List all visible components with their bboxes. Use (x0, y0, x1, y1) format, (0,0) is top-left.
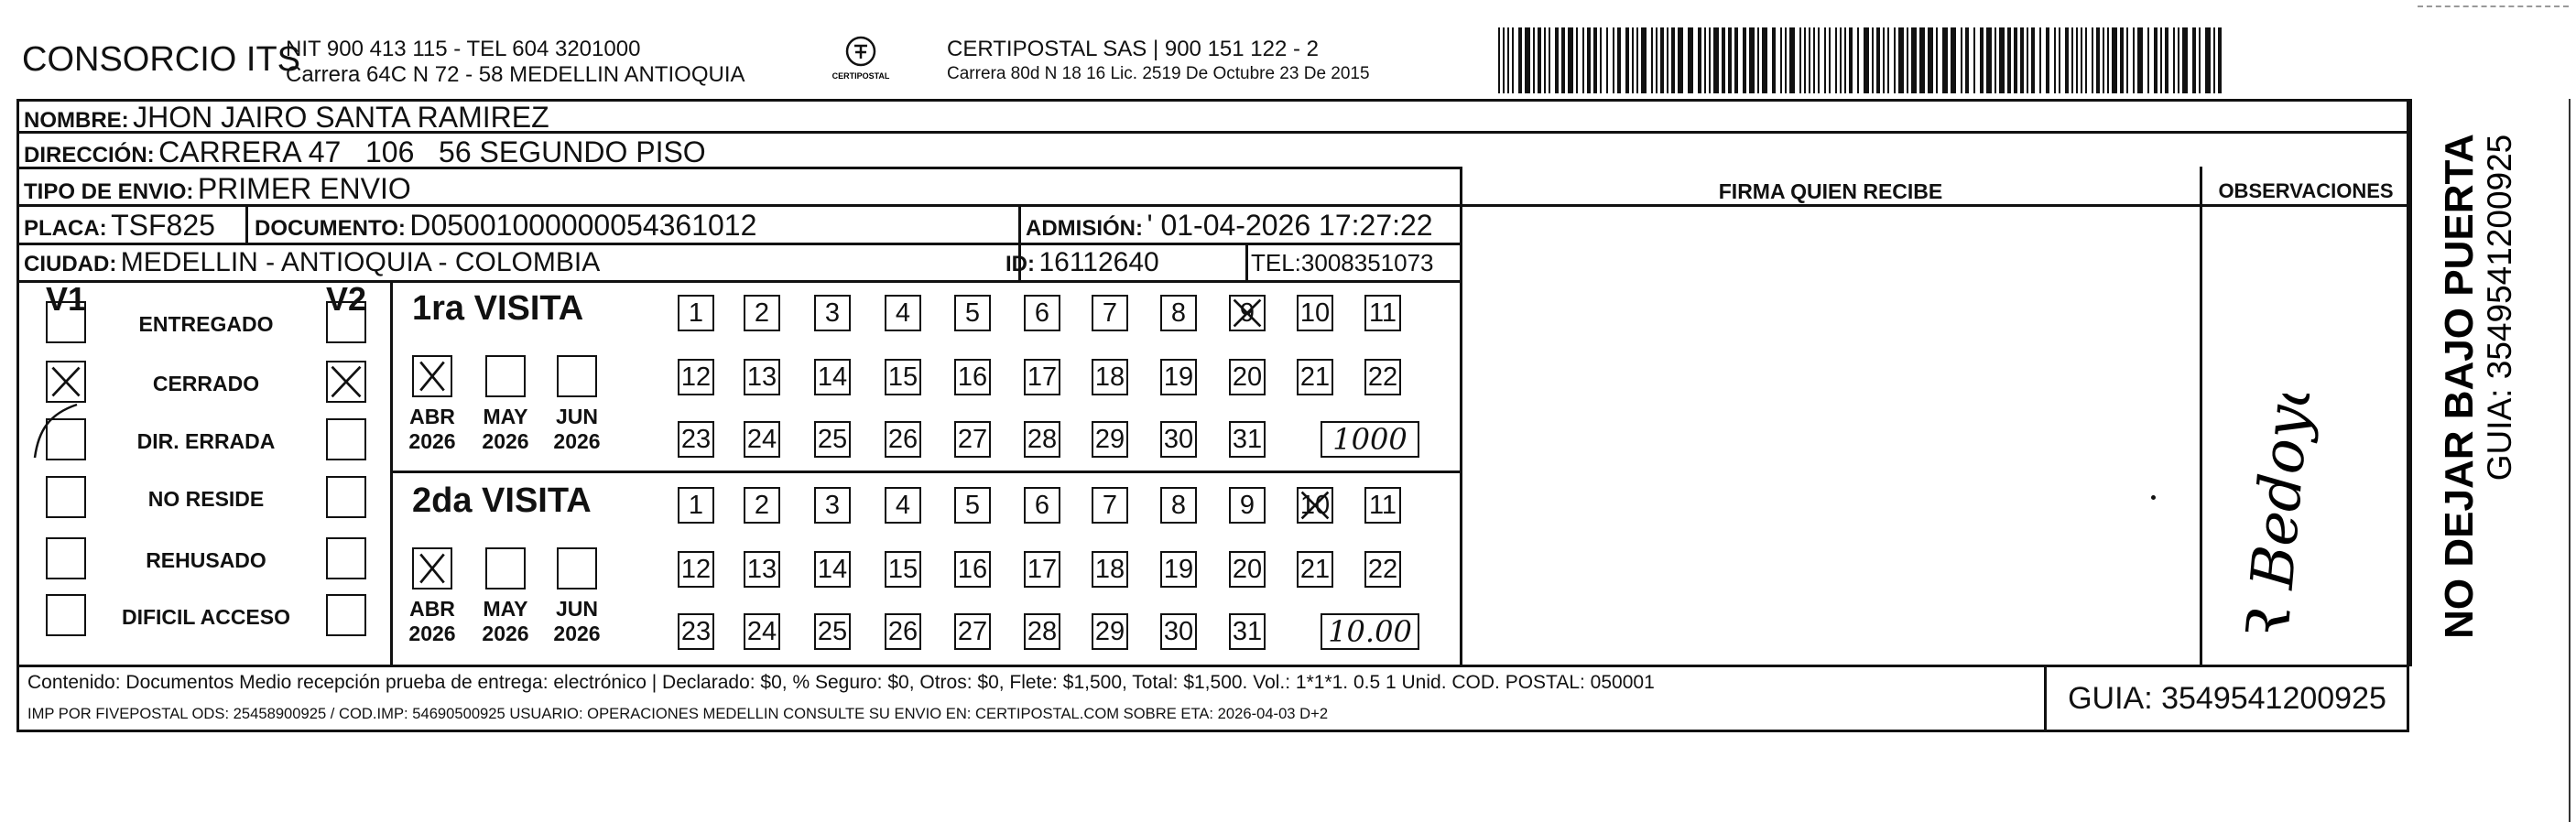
carrier-address: Carrera 80d N 18 16 Lic. 2519 De Octubre 23 De 2015 (947, 64, 1370, 83)
company-address: Carrera 64C N 72 - 58 MEDELLIN ANTIOQUIA (286, 62, 745, 87)
nombre-row (24, 101, 549, 135)
v1-label: V1 (46, 280, 87, 318)
month-label (474, 597, 537, 646)
admision-value: ' 01-04-2026 17:27:22 (1147, 209, 1433, 242)
visits-middle-divider (390, 470, 1462, 473)
day-box[interactable]: 26 (885, 421, 921, 458)
day-box[interactable]: 11 (1364, 295, 1401, 331)
certipostal-logo (829, 31, 893, 92)
v2-checkbox[interactable] (326, 418, 366, 460)
direccion-value: CARRERA 47 106 56 SEGUNDO PISO (158, 135, 706, 168)
v2-label: V2 (326, 280, 367, 318)
month-label (546, 597, 608, 646)
signature (2234, 394, 2381, 632)
v1-checkbox[interactable] (46, 476, 86, 518)
day-box[interactable]: 8 (1160, 487, 1197, 524)
v1-checkbox[interactable] (46, 301, 86, 343)
day-box[interactable]: 1 (678, 295, 714, 331)
day-box[interactable]: 10 (1297, 487, 1333, 524)
day-box[interactable]: 30 (1160, 613, 1197, 650)
tel-value: 3008351073 (1300, 249, 1434, 276)
day-box[interactable]: 18 (1092, 359, 1128, 395)
day-box[interactable]: 10 (1297, 295, 1333, 331)
day-box[interactable]: 31 (1229, 613, 1266, 650)
day-box[interactable]: 16 (954, 551, 991, 588)
nombre-value: JHON JAIRO SANTA RAMIREZ (133, 101, 549, 134)
status-label: REHUSADO (146, 548, 266, 572)
day-box[interactable]: 5 (954, 295, 991, 331)
day-box[interactable]: 3 (814, 295, 851, 331)
day-box[interactable]: 7 (1092, 295, 1128, 331)
v2-checkbox[interactable] (326, 594, 366, 636)
side-line1: NO DEJAR BAJO PUERTA (2437, 134, 2482, 639)
day-box[interactable]: 22 (1364, 551, 1401, 588)
day-box[interactable]: 26 (885, 613, 921, 650)
tipo-row (24, 172, 411, 206)
day-box[interactable]: 22 (1364, 359, 1401, 395)
observ-left-divider (2200, 167, 2202, 666)
direccion-row (24, 135, 706, 169)
day-box[interactable]: 15 (885, 359, 921, 395)
month-year: 2026 (408, 622, 456, 645)
month-year: 2026 (553, 622, 601, 645)
month-name: MAY (483, 405, 528, 428)
placa-label: PLACA: (24, 216, 107, 241)
day-box[interactable]: 1 (678, 487, 714, 524)
day-box[interactable]: 9 (1229, 487, 1266, 524)
day-box[interactable]: 13 (744, 551, 780, 588)
observaciones-header: OBSERVACIONES (2218, 179, 2394, 202)
time-box[interactable]: 1000 (1321, 421, 1419, 458)
firma-header: FIRMA QUIEN RECIBE (1718, 179, 1943, 203)
day-box[interactable]: 25 (814, 613, 851, 650)
day-box[interactable]: 15 (885, 551, 921, 588)
day-box[interactable]: 20 (1229, 359, 1266, 395)
day-box[interactable]: 18 (1092, 551, 1128, 588)
visit-title: 2da VISITA (412, 481, 592, 520)
month-name: ABR (409, 597, 455, 621)
day-box[interactable]: 6 (1024, 295, 1060, 331)
day-box[interactable]: 23 (678, 421, 714, 458)
month-year: 2026 (553, 429, 601, 453)
month-name: JUN (555, 597, 598, 621)
documento-value: D05001000000054361012 (409, 209, 757, 242)
day-box[interactable]: 21 (1297, 359, 1333, 395)
day-box[interactable]: 31 (1229, 421, 1266, 458)
month-name: MAY (483, 597, 528, 621)
month-checkbox[interactable] (412, 547, 452, 589)
pen-stroke (22, 394, 86, 467)
month-name: ABR (409, 405, 455, 428)
footer-contenido: Contenido: Documentos Medio recepción prueba de entrega: electrónico | Declarado: $0, % Seguro: $0, Otros: $0, Flete: $1,500, Total: $1,500. Vol.: 1*1*1. 0.5 1 Unid. COD. POSTAL: 050001 (27, 672, 1655, 693)
status-label: ENTREGADO (138, 312, 274, 336)
admision-label: ADMISIÓN: (1026, 216, 1143, 241)
status-label: DIFICIL ACCESO (121, 605, 290, 629)
day-box[interactable]: 14 (814, 359, 851, 395)
day-box[interactable]: 7 (1092, 487, 1128, 524)
v2-checkbox[interactable] (326, 476, 366, 518)
admision-row (1026, 209, 1433, 243)
day-box[interactable]: 25 (814, 421, 851, 458)
footer-imp: IMP POR FIVEPOSTAL ODS: 25458900925 / COD.IMP: 54690500925 USUARIO: OPERACIONES MEDELLIN CONSULTE SU ENVIO EN: CERTIPOSTAL.COM SOBRE ETA: 2026-04-03 D+2 (27, 705, 1329, 722)
tel-label: TEL: (1251, 249, 1301, 276)
month-year: 2026 (482, 622, 529, 645)
time-box[interactable]: 10.00 (1321, 613, 1419, 650)
day-box[interactable]: 19 (1160, 551, 1197, 588)
day-box[interactable]: 27 (954, 613, 991, 650)
documento-row (255, 209, 756, 243)
tipo-label: TIPO DE ENVIO: (24, 179, 194, 204)
day-box[interactable]: 23 (678, 613, 714, 650)
day-box[interactable]: 12 (678, 359, 714, 395)
month-checkbox[interactable] (485, 355, 526, 397)
status-label: CERRADO (152, 372, 260, 395)
month-label (401, 405, 463, 454)
signature-text: R Bedoya (2234, 394, 2326, 632)
month-checkbox[interactable] (557, 547, 597, 589)
nombre-label: NOMBRE: (24, 108, 129, 133)
status-label: NO RESIDE (147, 487, 265, 511)
day-box[interactable]: 29 (1092, 613, 1128, 650)
company-name: CONSORCIO ITS (22, 40, 301, 79)
barcode (1498, 27, 2227, 93)
v1-checkbox[interactable] (46, 594, 86, 636)
month-checkbox[interactable] (412, 355, 452, 397)
status-label: DIR. ERRADA (136, 429, 276, 453)
placa-value: TSF825 (111, 209, 215, 242)
day-box[interactable]: 16 (954, 359, 991, 395)
day-box[interactable]: 17 (1024, 359, 1060, 395)
svg-text:CERTIPOSTAL: CERTIPOSTAL (831, 71, 890, 81)
footer-guia: GUIA: 3549541200925 (2068, 681, 2386, 716)
tel-divider (1245, 243, 1248, 282)
day-box[interactable]: 13 (744, 359, 780, 395)
day-box[interactable]: 20 (1229, 551, 1266, 588)
day-box[interactable]: 11 (1364, 487, 1401, 524)
month-label (401, 597, 463, 646)
day-box[interactable]: 8 (1160, 295, 1197, 331)
month-year: 2026 (482, 429, 529, 453)
v1-checkbox[interactable] (46, 537, 86, 579)
v2-checkbox[interactable] (326, 537, 366, 579)
day-box[interactable]: 4 (885, 487, 921, 524)
month-label (474, 405, 537, 454)
ciudad-value: MEDELLIN - ANTIOQUIA - COLOMBIA (120, 247, 601, 277)
tel-row (1251, 249, 1434, 277)
month-year: 2026 (408, 429, 456, 453)
month-checkbox[interactable] (557, 355, 597, 397)
day-box[interactable]: 24 (744, 421, 780, 458)
placa-divider (245, 204, 248, 243)
day-box[interactable]: 6 (1024, 487, 1060, 524)
day-box[interactable]: 14 (814, 551, 851, 588)
ciudad-row (24, 247, 600, 278)
day-box[interactable]: 19 (1160, 359, 1197, 395)
day-box[interactable]: 27 (954, 421, 991, 458)
placa-row (24, 209, 215, 243)
documento-label: DOCUMENTO: (255, 216, 406, 241)
day-box[interactable]: 4 (885, 295, 921, 331)
day-box[interactable]: 2 (744, 295, 780, 331)
day-box[interactable]: 28 (1024, 613, 1060, 650)
firma-left-divider (1460, 167, 1462, 666)
carrier-name: CERTIPOSTAL SAS | 900 151 122 - 2 (947, 37, 1319, 61)
day-box[interactable]: 29 (1092, 421, 1128, 458)
frame-right-edge (2569, 99, 2571, 822)
day-box[interactable]: 30 (1160, 421, 1197, 458)
day-box[interactable]: 12 (678, 551, 714, 588)
day-box[interactable]: 17 (1024, 551, 1060, 588)
tipo-value: PRIMER ENVIO (197, 172, 411, 205)
direccion-label: DIRECCIÓN: (24, 143, 155, 168)
id-value: 16112640 (1038, 247, 1159, 277)
company-nit: NIT 900 413 115 - TEL 604 3201000 (286, 37, 641, 61)
month-name: JUN (555, 405, 598, 428)
top-right-dashes (2418, 5, 2569, 7)
side-text (2414, 101, 2551, 650)
v2-checkbox[interactable] (326, 361, 366, 403)
day-box[interactable]: 28 (1024, 421, 1060, 458)
dot-mark (2151, 495, 2156, 500)
day-box[interactable]: 5 (954, 487, 991, 524)
v2-checkbox[interactable] (326, 301, 366, 343)
day-box[interactable]: 2 (744, 487, 780, 524)
side-line2: GUIA: 3549541200925 (2481, 134, 2518, 481)
id-label: ID: (1005, 252, 1035, 276)
id-row (1005, 247, 1159, 278)
day-box[interactable]: 3 (814, 487, 851, 524)
day-box[interactable]: 24 (744, 613, 780, 650)
visit-title: 1ra VISITA (412, 289, 584, 328)
footer-divider (16, 665, 2409, 667)
ciudad-label: CIUDAD: (24, 252, 117, 276)
month-label (546, 405, 608, 454)
day-box[interactable]: 9 (1229, 295, 1266, 331)
month-checkbox[interactable] (485, 547, 526, 589)
day-box[interactable]: 21 (1297, 551, 1333, 588)
